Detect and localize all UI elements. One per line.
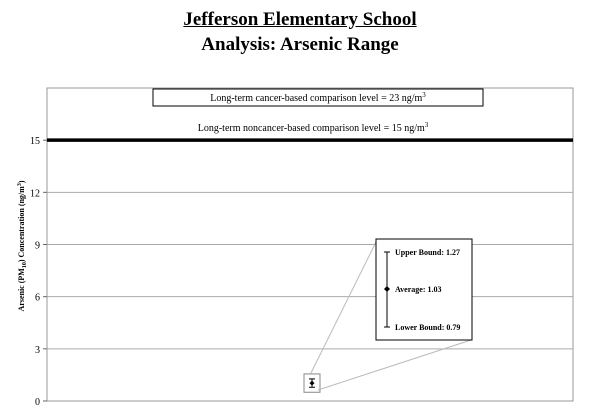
cancer-level-label: Long-term cancer-based comparison level = 23 $ng/m^3$	[210, 91, 426, 104]
y-axis-ticks	[30, 136, 47, 408]
noncancer-level-label: Long-term noncancer-based comparison level = 15 $ng/m^3$	[197, 121, 429, 134]
gridlines	[47, 140, 573, 349]
inset-upper-label: Upper Bound: 1.27	[395, 248, 460, 257]
y-axis-label: Arsenic $(PM_{10})$ Concentration $(ng/m^3)$	[17, 180, 28, 312]
chart-subtitle: Analysis: Arsenic Range	[201, 34, 399, 55]
y-tick-label: 12	[30, 188, 40, 200]
y-tick-label: 15	[30, 136, 40, 148]
inset-lower-label: Lower Bound: 0.79	[395, 323, 461, 332]
zoom-connector-upper	[310, 240, 377, 375]
y-tick-label: 9	[35, 240, 40, 252]
y-tick-label: 3	[35, 344, 40, 356]
y-tick-label: 6	[35, 292, 40, 304]
chart-title: Jefferson Elementary School	[183, 9, 417, 30]
zoom-connector-lower	[318, 340, 471, 390]
y-tick-label: 0	[35, 397, 40, 408]
inset-average-label: Average: 1.03	[395, 285, 442, 294]
